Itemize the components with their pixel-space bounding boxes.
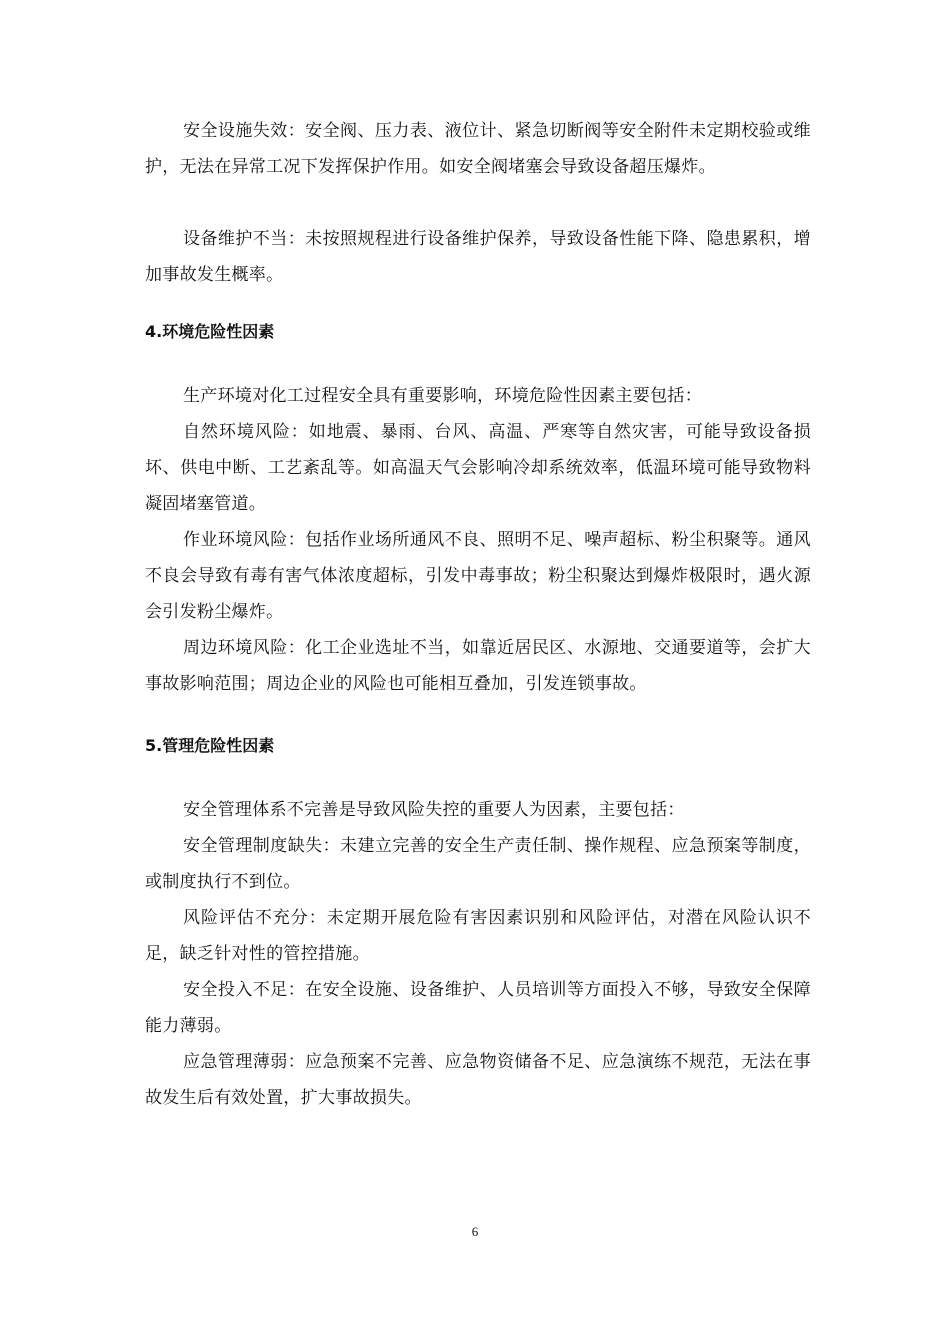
paragraph-safety-facilities-failure: 安全设施失效：安全阀、压力表、液位计、紧急切断阀等安全附件未定期校验或维护，无法在异常工况下发挥保护作用。如安全阀堵塞会导致设备超压爆炸。 (145, 121, 811, 177)
paragraph-environment-intro: 生产环境对化工过程安全具有重要影响，环境危险性因素主要包括： (183, 386, 702, 406)
paragraph-system-missing: 安全管理制度缺失：未建立完善的安全生产责任制、操作规程、应急预案等制度，或制度执行不到位。 (145, 836, 811, 892)
section-heading-management: 5.管理危险性因素 (145, 736, 275, 755)
paragraph-work-environment-risk: 作业环境风险：包括作业场所通风不良、照明不足、噪声超标、粉尘积聚等。通风不良会导致有毒有害气体浓度超标，引发中毒事故；粉尘积聚达到爆炸极限时，遇火源会引发粉尘爆炸。 (145, 530, 811, 622)
paragraph-natural-environment-risk: 自然环境风险：如地震、暴雨、台风、高温、严寒等自然灾害，可能导致设备损坏、供电中断、工艺紊乱等。如高温天气会影响冷却系统效率，低温环境可能导致物料凝固堵塞管道。 (145, 422, 811, 514)
paragraph-emergency-management: 应急管理薄弱：应急预案不完善、应急物资储备不足、应急演练不规范，无法在事故发生后有效处置，扩大事故损失。 (145, 1052, 811, 1108)
paragraph-risk-assessment: 风险评估不充分：未定期开展危险有害因素识别和风险评估，对潜在风险认识不足，缺乏针对性的管控措施。 (145, 908, 811, 964)
paragraph-surrounding-environment-risk: 周边环境风险：化工企业选址不当，如靠近居民区、水源地、交通要道等，会扩大事故影响范围；周边企业的风险也可能相互叠加，引发连锁事故。 (145, 638, 811, 694)
paragraph-management-intro: 安全管理体系不完善是导致风险失控的重要人为因素，主要包括： (183, 800, 685, 820)
paragraph-safety-investment: 安全投入不足：在安全设施、设备维护、人员培训等方面投入不够，导致安全保障能力薄弱。 (145, 980, 811, 1036)
page-number: 6 (471, 1224, 479, 1239)
section-heading-environment: 4.环境危险性因素 (145, 322, 275, 341)
paragraph-maintenance-improper: 设备维护不当：未按照规程进行设备维护保养，导致设备性能下降、隐患累积，增加事故发生概率。 (145, 229, 811, 285)
